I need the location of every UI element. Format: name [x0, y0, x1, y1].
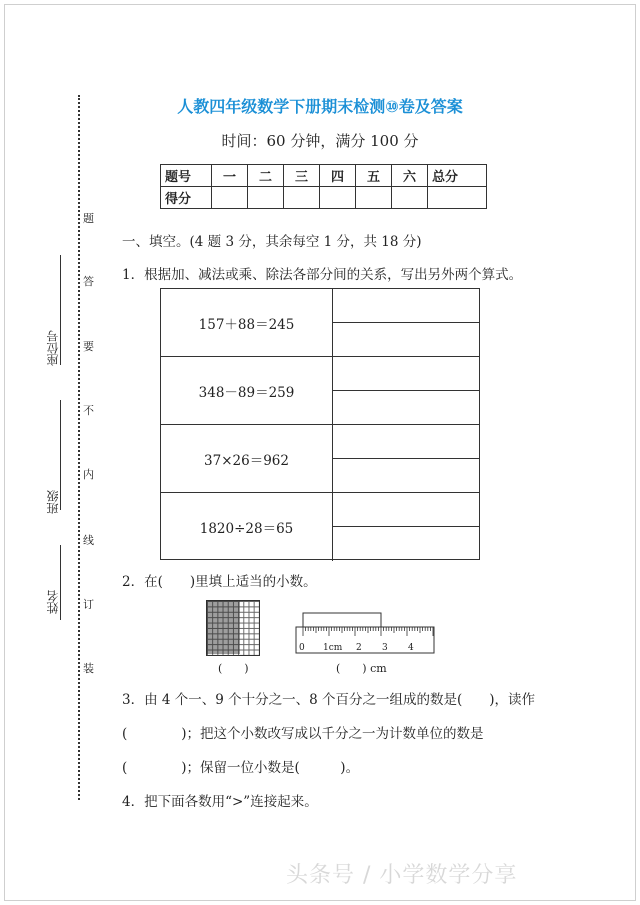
score-cell: 五	[356, 165, 392, 187]
name-label: 姓名	[46, 590, 60, 614]
binding-dotted-line	[78, 95, 80, 800]
measured-bar	[303, 613, 381, 627]
score-cell: 二	[248, 165, 284, 187]
equation-given: 157＋88＝245	[161, 289, 333, 356]
ruler-tick-label: 4	[408, 643, 414, 653]
answer-divider	[333, 322, 479, 323]
answer-divider	[333, 526, 479, 527]
score-cell: 得分	[161, 187, 212, 209]
equation-row	[161, 493, 479, 561]
page-title: 人教四年级数学下册期末检测⑩卷及答案	[177, 97, 463, 116]
score-input-cell[interactable]	[320, 187, 356, 209]
score-input-cell[interactable]	[356, 187, 392, 209]
answer-divider	[333, 390, 479, 391]
equation-given: 348－89＝259	[161, 357, 333, 424]
seat-label: 座位号	[46, 330, 60, 366]
class-underline	[60, 400, 61, 510]
section-heading: 一、填空。(4 题 3 分，其余每空 1 分，共 18 分)	[122, 234, 422, 250]
score-cell: 四	[320, 165, 356, 187]
score-cell: 总分	[428, 165, 487, 187]
answer-divider	[333, 458, 479, 459]
equation-table	[160, 288, 480, 560]
class-label: 班级	[46, 490, 60, 514]
binding-char: 不	[83, 404, 94, 417]
binding-char: 题	[83, 212, 94, 225]
score-input-cell[interactable]	[428, 187, 487, 209]
score-input-cell[interactable]	[212, 187, 248, 209]
hundred-grid-shaded	[206, 600, 240, 654]
score-table-score-row	[161, 187, 487, 209]
score-cell: 三	[284, 165, 320, 187]
question-1-text: 1．根据加、减法或乘、除法各部分间的关系，写出另外两个算式。	[122, 267, 523, 283]
watermark: 头条号 / 小学数学分享	[286, 863, 518, 888]
grid-answer-blank[interactable]: ( )	[218, 662, 249, 675]
binding-char: 装	[83, 662, 94, 675]
ruler-answer-blank[interactable]: ( ) cm	[336, 662, 387, 675]
binding-char: 要	[83, 340, 94, 353]
score-input-cell[interactable]	[248, 187, 284, 209]
page-subtitle: 时间：60 分钟，满分 100 分	[221, 132, 419, 150]
equation-row	[161, 357, 479, 425]
score-cell: 六	[392, 165, 428, 187]
name-underline	[60, 545, 61, 620]
ruler-tick-label: 3	[382, 643, 388, 653]
equation-row	[161, 289, 479, 357]
ruler-figure	[295, 608, 437, 668]
question-2-text: 2．在( )里填上适当的小数。	[122, 574, 317, 590]
score-table	[160, 164, 487, 209]
question-4-text: 4．把下面各数用“>”连接起来。	[122, 794, 318, 810]
binding-char: 订	[83, 598, 94, 611]
equation-given: 1820÷28＝65	[161, 493, 333, 561]
score-input-cell[interactable]	[284, 187, 320, 209]
question-3-line2: ( )；把这个小数改写成以千分之一为计数单位的数是	[122, 726, 484, 742]
score-input-cell[interactable]	[392, 187, 428, 209]
equation-given: 37×26＝962	[161, 425, 333, 492]
binding-char: 内	[83, 468, 94, 481]
ruler-tick-label: 1cm	[323, 643, 343, 653]
question-3-line3: ( )；保留一位小数是( )。	[122, 760, 360, 776]
binding-char: 答	[83, 275, 94, 288]
score-cell: 题号	[161, 165, 212, 187]
ruler-tick-label: 0	[299, 643, 305, 653]
seat-underline	[60, 255, 61, 365]
score-cell: 一	[212, 165, 248, 187]
question-3-line1: 3．由 4 个一、9 个十分之一、8 个百分之一组成的数是( )，读作	[122, 692, 536, 708]
score-table-header-row	[161, 165, 487, 187]
equation-row	[161, 425, 479, 493]
binding-char: 线	[83, 534, 94, 547]
ruler-tick-label: 2	[356, 643, 362, 653]
